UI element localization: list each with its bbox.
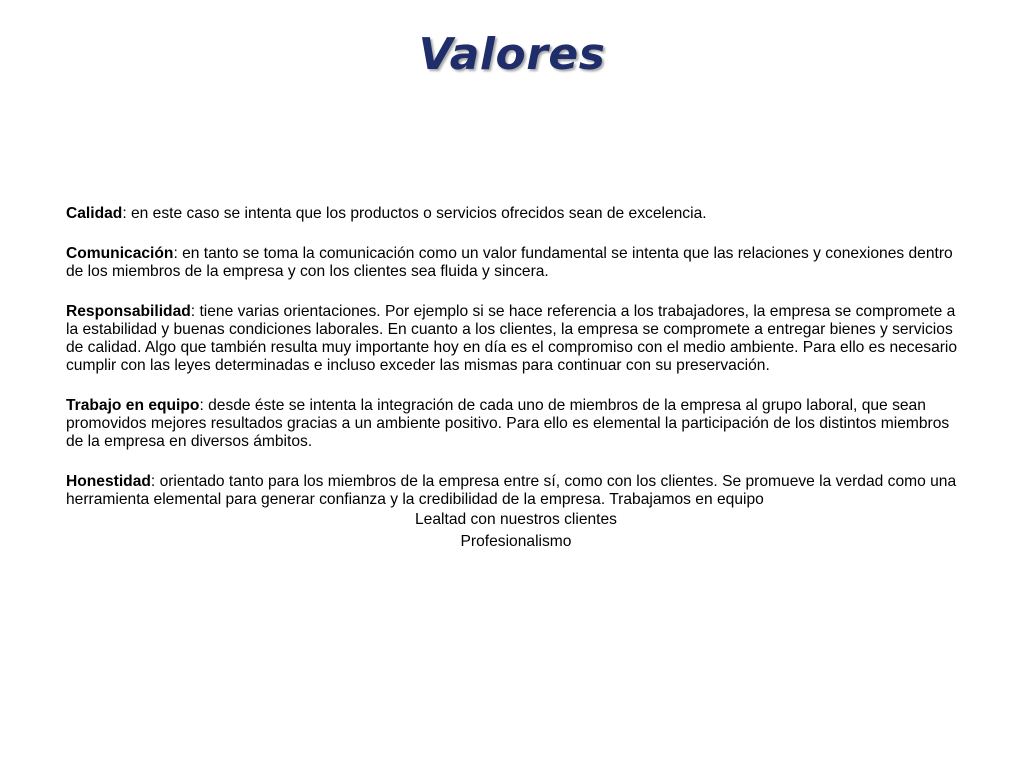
value-term: Comunicación	[66, 245, 174, 262]
value-item-responsabilidad	[66, 303, 966, 375]
value-term: Honestidad	[66, 473, 151, 490]
value-line-profesionalismo: Profesionalismo	[460, 533, 572, 550]
value-description: : en este caso se intenta que los productos o servicios ofrecidos sean de excelencia.	[122, 205, 707, 222]
value-description: : en tanto se toma la comunicación como un valor fundamental se intenta que las relaciones y conexiones dentro de los miembros de la empresa y con los clientes sea fluida y sincera.	[66, 245, 953, 280]
value-term: Calidad	[66, 205, 123, 222]
value-description: : tiene varias orientaciones. Por ejemplo si se hace referencia a los trabajadores, la empresa se compromete a la estabilidad y buenas condiciones laborales. En cuanto a los clientes, la empresa se compromete a entregar bienes y servicios de calidad. Algo que también resulta muy importante hoy en día es el compromiso con el medio ambiente. Para ello es necesario cumplir con las leyes determinadas e incluso exceder las mismas para continuar con su preservación.	[66, 303, 958, 374]
value-line-lealtad: Lealtad con nuestros clientes	[415, 511, 617, 528]
slide-title: Valores	[418, 29, 606, 80]
slide-body	[66, 205, 966, 553]
value-item-honestidad	[66, 473, 966, 509]
value-description: : desde éste se intenta la integración de cada uno de miembros de la empresa al grupo laboral, que sean promovidos mejores resultados gracias a un ambiente positivo. Para ello es elemental la participación de los distintos miembros de la empresa en diversos ámbitos.	[66, 397, 950, 450]
value-item-comunicacion	[66, 245, 966, 281]
value-item-trabajo-en-equipo	[66, 397, 966, 451]
value-term: Responsabilidad	[66, 303, 191, 320]
value-description: : orientado tanto para los miembros de la empresa entre sí, como con los clientes. Se promueve la verdad como una herramienta elemental para generar confianza y la credibilidad de la empresa. Trabajamos en equipo	[66, 473, 957, 508]
value-term: Trabajo en equipo	[66, 397, 200, 414]
value-item-calidad	[66, 205, 966, 223]
